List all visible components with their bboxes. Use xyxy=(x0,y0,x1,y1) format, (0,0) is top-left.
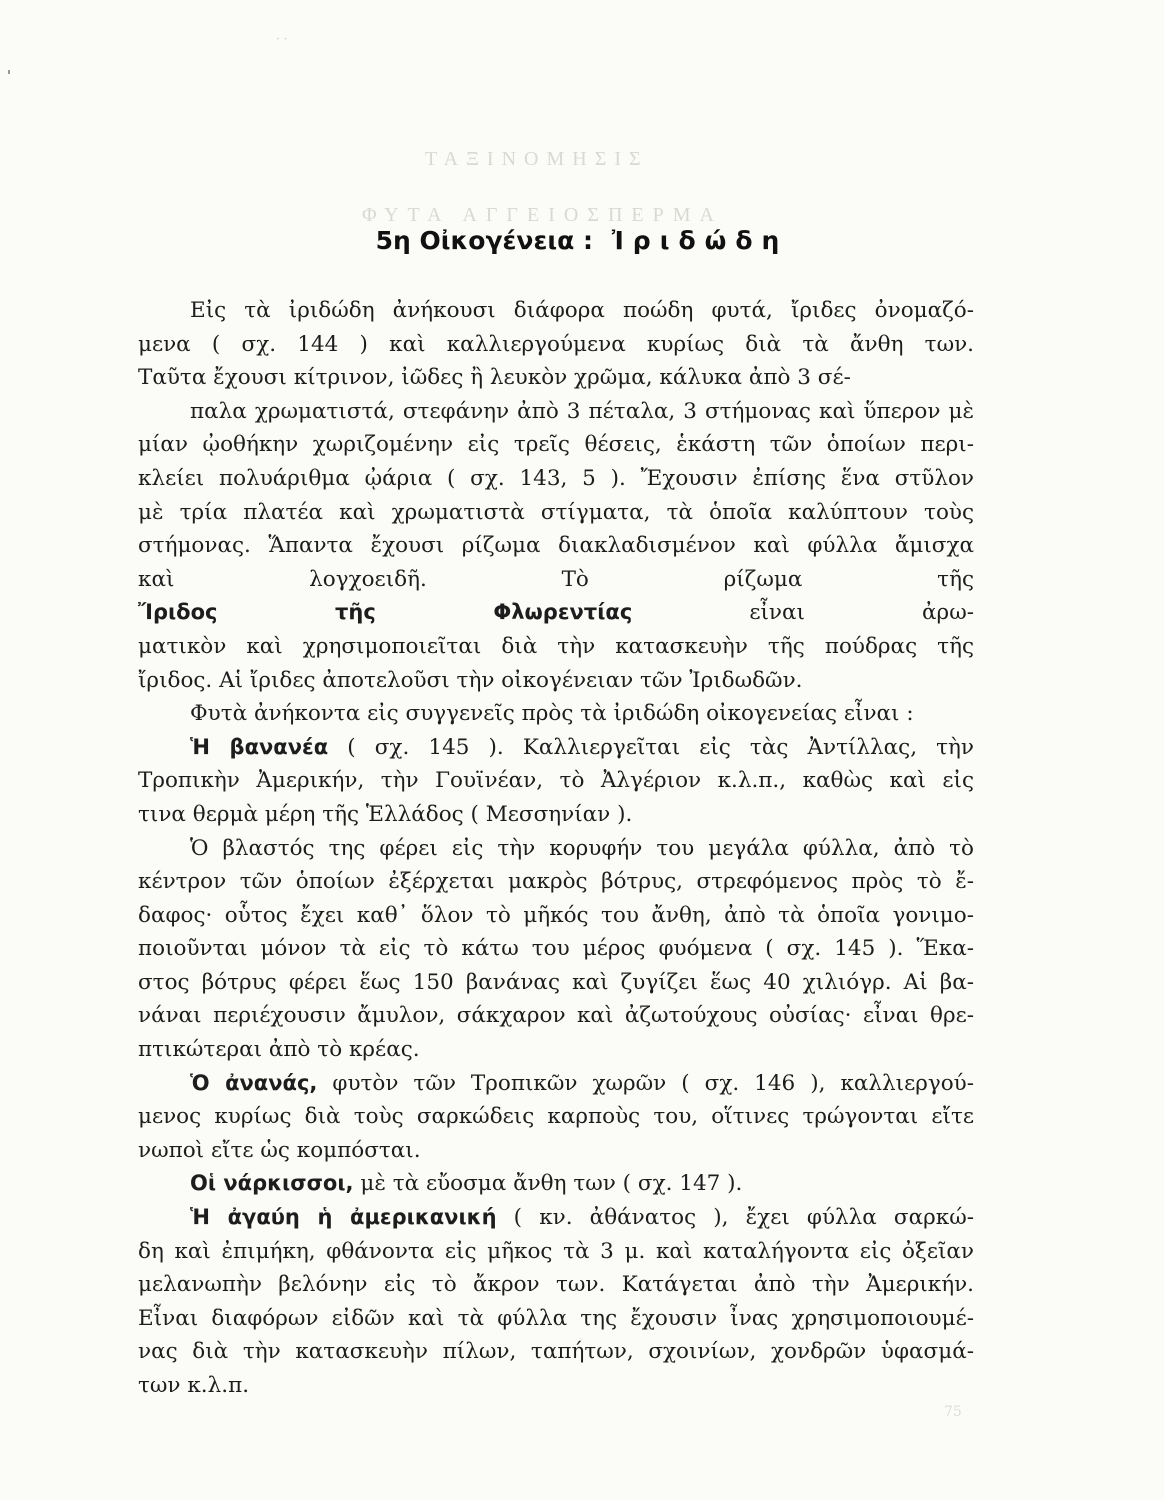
text-line: δη καὶ ἐπιμήκη, φθάνοντα εἰς μῆκος τὰ 3 μ. καὶ καταλήγοντα εἰς ὀξεῖαν xyxy=(138,1238,974,1264)
heading-family-name: Ἰριδώδη xyxy=(611,226,789,255)
body-text xyxy=(138,294,974,1403)
text-line: Εἰς τὰ ἰριδώδη ἀνήκουσι διάφορα ποώδη φυτά, ἴριδες ὀνομαζό- xyxy=(190,298,974,323)
text-line: Ἴριδος τῆς Φλωρεντίας εἶναι ἀρω- xyxy=(138,600,974,626)
text-line: μελανωπὴν βελόνην εἰς τὸ ἄκρον των. Κατάγεται ἀπὸ τὴν Ἀμερικήν. xyxy=(138,1272,974,1298)
text-line: νάναι περιέχουσιν ἄμυλον, σάκχαρον καὶ ἀζωτούχους οὐσίας· εἶναι θρε- xyxy=(138,1003,974,1029)
text-line: Φυτὰ ἀνήκοντα εἰς συγγενεῖς πρὸς τὰ ἰριδώδη οἰκογενείας εἶναι : xyxy=(190,701,914,727)
text-line: δαφος· οὗτος ἔχει καθ᾽ ὅλον τὸ μῆκός του ἄνθη, ἀπὸ τὰ ὁποῖα γονιμο- xyxy=(138,902,974,928)
text-line: των κ.λ.π. xyxy=(138,1373,250,1398)
bleed-through-text: ΤΑΞΙΝΟΜΗΣΙΣ xyxy=(425,148,649,170)
text-line: νας διὰ τὴν κατασκευὴν πίλων, ταπήτων, σχοινίων, χονδρῶν ὑφασμά- xyxy=(138,1339,974,1365)
heading-family-number: 5η Οἰκογένεια : xyxy=(375,226,593,255)
text-line: Οἱ νάρκισσοι, μὲ τὰ εὔοσμα ἄνθη των ( σχ. 147 ). xyxy=(190,1171,743,1197)
text-line: Ταῦτα ἔχουσι κίτρινον, ἰῶδες ἢ λευκὸν χρῶμα, κάλυκα ἀπὸ 3 σέ- xyxy=(138,365,851,391)
bold-term: Οἱ νάρκισσοι, xyxy=(190,1171,354,1196)
text-line: παλα χρωματιστά, στεφάνην ἀπὸ 3 πέταλα, 3 στήμονας καὶ ὕπερον μὲ xyxy=(190,398,974,424)
chapter-heading xyxy=(0,226,1164,255)
text-line: ποιοῦνται μόνον τὰ εἰς τὸ κάτω του μέρος φυόμενα ( σχ. 145 ). Ἕκα- xyxy=(138,936,974,962)
text-line: μίαν ᾠοθήκην χωριζομένην εἰς τρεῖς θέσεις, ἑκάστη τῶν ὁποίων περι- xyxy=(138,432,974,458)
bold-term: Ἴριδος τῆς Φλωρεντίας xyxy=(138,600,633,625)
text-line: μενα ( σχ. 144 ) καὶ καλλιεργούμενα κυρίως διὰ τὰ ἄνθη των. xyxy=(138,331,974,357)
text-line: τινα θερμὰ μέρη τῆς Ἑλλάδος ( Μεσσηνίαν ). xyxy=(138,801,633,827)
scan-mark: · · xyxy=(276,32,288,46)
text-line: Ἡ ἀγαύη ἡ ἀμερικανική ( κν. ἀθάνατος ), ἔχει φύλλα σαρκώ- xyxy=(190,1205,974,1231)
text-line: πτικώτεραι ἀπὸ τὸ κρέας. xyxy=(138,1037,420,1063)
bold-term: Ἡ ἀγαύη ἡ ἀμερικανική xyxy=(190,1205,497,1230)
text-line: στος βότρυς φέρει ἕως 150 βανάνας καὶ ζυγίζει ἕως 40 χιλιόγρ. Αἱ βα- xyxy=(138,969,974,995)
text-line: ματικὸν καὶ χρησιμοποιεῖται διὰ τὴν κατασκευὴν τῆς πούδρας τῆς xyxy=(138,633,974,659)
text-line: Τροπικὴν Ἀμερικήν, τὴν Γουϊνέαν, τὸ Ἀλγέριον κ.λ.π., καθὼς καὶ εἰς xyxy=(138,768,974,794)
text-line: καὶ λογχοειδῆ. Τὸ ρίζωμα τῆς xyxy=(138,566,974,592)
bleed-through-text: ΦΥΤΑ ΑΓΓΕΙΟΣΠΕΡΜΑ xyxy=(362,204,723,226)
text-line: μὲ τρία πλατέα καὶ χρωματιστὰ στίγματα, τὰ ὁποῖα καλύπτουν τοὺς xyxy=(138,499,974,525)
bleed-through-page-number: 75 xyxy=(944,1404,962,1420)
text-line: μενος κυρίως διὰ τοὺς σαρκώδεις καρποὺς του, οἵτινες τρώγονται εἴτε xyxy=(138,1104,974,1130)
bold-term: Ἡ βανανέα xyxy=(190,734,329,759)
text-line: Εἶναι διαφόρων εἰδῶν καὶ τὰ φύλλα της ἔχουσιν ἶνας χρησιμοποιουμέ- xyxy=(138,1305,974,1331)
text-line: ἴριδος. Αἱ ἴριδες ἀποτελοῦσι τὴν οἰκογένειαν τῶν Ἰριδωδῶν. xyxy=(138,667,803,693)
text-line: κλείει πολυάριθμα ᾠάρια ( σχ. 143, 5 ). Ἔχουσιν ἐπίσης ἕνα στῦλον xyxy=(138,465,974,491)
text-line: Ἡ βανανέα ( σχ. 145 ). Καλλιεργεῖται εἰς τὰς Ἀντίλλας, τὴν xyxy=(190,734,974,760)
text-line: κέντρον τῶν ὁποίων ἐξέρχεται μακρὸς βότρυς, στρεφόμενος πρὸς τὸ ἔ- xyxy=(138,869,974,895)
text-line: στήμονας. Ἅπαντα ἔχουσι ρίζωμα διακλαδισμένον καὶ φύλλα ἄμισχα xyxy=(138,533,974,559)
text-line: νωποὶ εἴτε ὡς κομπόσται. xyxy=(138,1137,421,1163)
text-line: Ὁ ἀνανάς, φυτὸν τῶν Τροπικῶν χωρῶν ( σχ. 146 ), καλλιεργού- xyxy=(190,1070,974,1096)
text-line: Ὁ βλαστός της φέρει εἰς τὴν κορυφήν του μεγάλα φύλλα, ἀπὸ τὸ xyxy=(190,835,974,861)
page-edge-mark xyxy=(8,70,10,74)
bold-term: Ὁ ἀνανάς, xyxy=(190,1070,318,1095)
